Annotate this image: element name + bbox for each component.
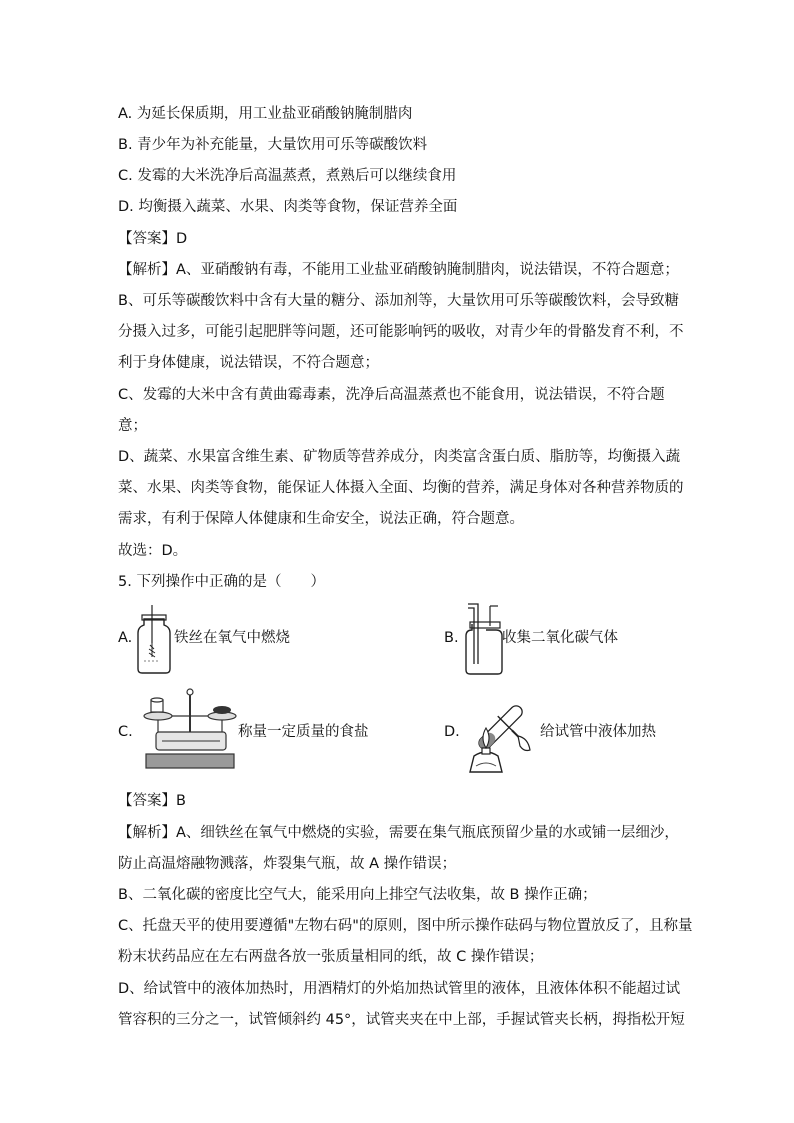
analysis-line: D、给试管中的液体加热时，用酒精灯的外焰加热试管里的液体，且液体体积不能超过试 <box>118 981 681 997</box>
figure-d-label: D. <box>444 724 460 740</box>
figure-a-label: A. <box>118 630 133 646</box>
analysis-line: B、二氧化碳的密度比空气大，能采用向上排空气法收集，故 B 操作正确； <box>118 887 597 903</box>
analysis-line: 利于身体健康，说法错误，不符合题意； <box>118 355 379 371</box>
figure-a-gas-bottle <box>134 605 174 675</box>
analysis-line: 意； <box>118 418 147 434</box>
analysis-line: 菜、水果、肉类等食物，能保证人体摄入全面、均衡的营养，满足身体对各种营养物质的 <box>118 480 684 496</box>
analysis-line: 需求，有利于保障人体健康和生命安全，说法正确，符合题意。 <box>118 511 524 527</box>
answer-q4: 【答案】D <box>118 231 188 247</box>
figure-d-heating <box>462 686 542 776</box>
option-d-q4: D. 均衡摄入蔬菜、水果、肉类等食物，保证营养全面 <box>118 199 458 215</box>
figure-b-caption: 收集二氧化碳气体 <box>502 630 618 646</box>
option-b-q4: B. 青少年为补充能量，大量饮用可乐等碳酸饮料 <box>118 137 428 153</box>
figure-c-label: C. <box>118 724 133 740</box>
analysis-line: 分摄入过多，可能引起肥胖等问题，还可能影响钙的吸收，对青少年的骨骼发育不利，不 <box>118 324 684 340</box>
answer-q5: 【答案】B <box>118 793 186 809</box>
analysis-line: C、发霉的大米中含有黄曲霉毒素，洗净后高温蒸煮也不能食用，说法错误，不符合题 <box>118 387 665 403</box>
option-a-q4: A. 为延长保质期，用工业盐亚硝酸钠腌制腊肉 <box>118 106 413 122</box>
analysis-line: 【解析】A、亚硝酸钠有毒，不能用工业盐亚硝酸钠腌制腊肉，说法错误，不符合题意； <box>118 262 679 278</box>
option-c-q4: C. 发霉的大米洗净后高温蒸煮，煮熟后可以继续食用 <box>118 168 457 184</box>
figure-d-caption: 给试管中液体加热 <box>540 724 656 740</box>
question-5: 5. 下列操作中正确的是（ ） <box>118 574 325 590</box>
analysis-line: 防止高温熔融物溅落，炸裂集气瓶，故 A 操作错误； <box>118 856 457 872</box>
analysis-line: 管容积的三分之一，试管倾斜约 45°，试管夹夹在中上部，手握试管夹长柄，拇指松开短 <box>118 1012 685 1028</box>
analysis-line: D、蔬菜、水果富含维生素、矿物质等营养成分，肉类富含蛋白质、脂肪等，均衡摄入蔬 <box>118 449 681 465</box>
figure-b-label: B. <box>444 630 459 646</box>
analysis-line: C、托盘天平的使用要遵循"左物右码"的原则，图中所示操作砝码与物位置放反了，且称量 <box>118 918 693 934</box>
figure-a-caption: 铁丝在氧气中燃烧 <box>174 630 290 646</box>
analysis-line: 【解析】A、细铁丝在氧气中燃烧的实验，需要在集气瓶底预留少量的水或铺一层细沙， <box>118 825 679 841</box>
analysis-line: B、可乐等碳酸饮料中含有大量的糖分、添加剂等，大量饮用可乐等碳酸饮料，会导致糖 <box>118 293 679 309</box>
figure-b-gas-bottle <box>462 600 506 676</box>
figure-c-balance <box>142 686 238 774</box>
analysis-line: 粉末状药品应在左右两盘各放一张质量相同的纸，故 C 操作错误； <box>118 949 544 965</box>
figure-c-caption: 称量一定质量的食盐 <box>238 724 369 740</box>
analysis-line: 故选：D。 <box>118 543 188 559</box>
